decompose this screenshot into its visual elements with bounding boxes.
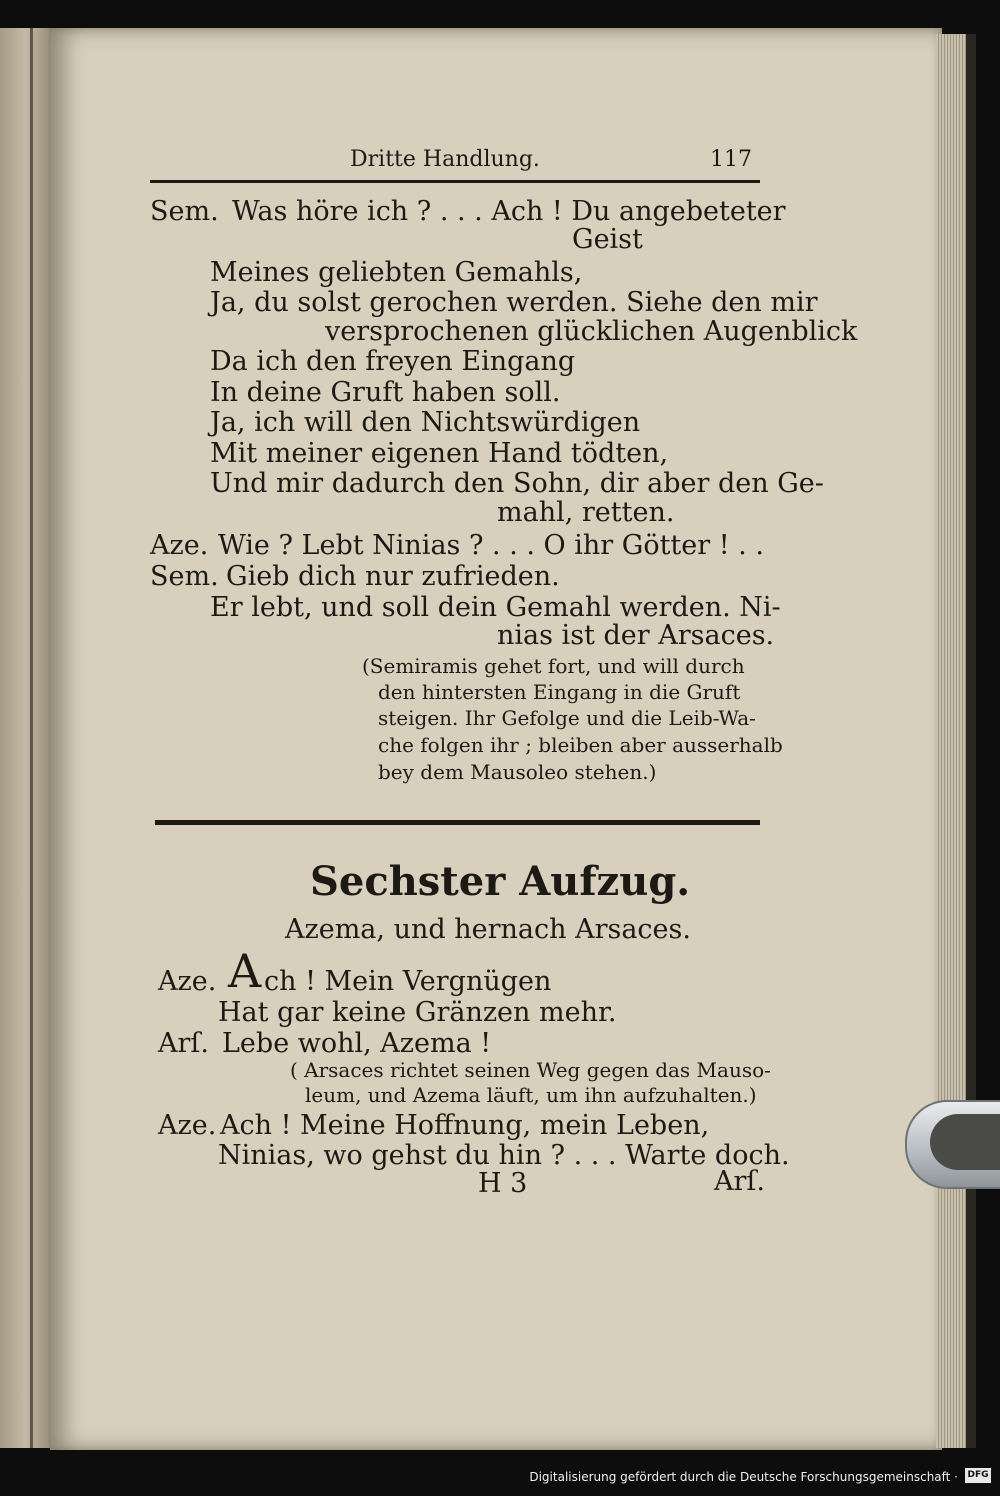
catchword: Arſ. [714,1166,765,1197]
speaker-label: Aze. [150,530,209,561]
verse-line: Gieb dich nur zufrieden. [226,561,560,592]
digitization-credit: Digitalisierung gefördert durch die Deutsche Forschungsgemeinschaft · [529,1470,958,1484]
page-number: 117 [710,147,752,172]
verse-line: Und mir dadurch den Sohn, dir aber den Ge- [210,468,824,499]
speaker-label: Sem. [150,561,219,592]
stage-direction: den hintersten Eingang in die Gruft [378,680,741,704]
verse-line: versprochenen glücklichen Augenblick [325,316,858,347]
verse-line: Da ich den freyen Eingang [210,346,576,377]
stage-direction: che folgen ihr ; bleiben aber ausserhalb [378,733,783,757]
initial-letter: A [228,944,262,998]
running-title: Dritte Handlung. [350,147,540,172]
verse-line: Ja, ich will den Nichtswürdigen [210,407,641,438]
stage-direction: steigen. Ihr Gefolge und die Leib-Wa- [378,706,756,730]
verse-line: Mit meiner eigenen Hand tödten, [210,438,669,469]
signature-mark: H 3 [478,1168,528,1199]
verse-line: mahl, retten. [497,497,675,528]
verse-line: Er lebt, und soll dein Gemahl werden. Ni- [210,592,781,623]
page-edges [936,34,966,1448]
verse-line: In deine Gruft haben soll. [210,377,561,408]
scene-persons: Azema, und hernach Arsaces. [285,914,691,945]
verse-line: Ja, du solst gerochen werden. Siehe den mir [210,287,818,318]
speaker-label: Sem. [150,196,219,227]
page-clip-inner [930,1114,1000,1170]
speaker-label: Aze. [158,966,217,997]
stage-direction: bey dem Mausoleo stehen.) [378,760,657,784]
verse-line: Hat gar keine Gränzen mehr. [218,997,617,1028]
speaker-label: Arſ. [158,1028,209,1059]
gutter [30,28,33,1448]
header-rule [150,180,760,183]
stage-direction: ( Arsaces richtet seinen Weg gegen das Mauso- [290,1058,771,1082]
verse-line: Lebe wohl, Azema ! [222,1028,492,1059]
verse-line: ch ! Mein Vergnügen [264,966,552,997]
dfg-logo: DFG [965,1468,991,1483]
verse-line: Wie ? Lebt Ninias ? . . . O ihr Götter ! . . [218,530,764,561]
verse-line: nias ist der Arsaces. [497,620,775,651]
scene-rule [155,820,760,825]
scene-title: Sechster Aufzug. [310,858,691,905]
verse-line: Was höre ich ? . . . Ach ! Du angebeteter [232,196,786,227]
verse-line: Meines geliebten Gemahls, [210,257,583,288]
verse-line: Ach ! Meine Hoffnung, mein Leben, [220,1110,710,1141]
stage-direction: leum, und Azema läuft, um ihn aufzuhalten.) [305,1083,757,1107]
stage-direction: (Semiramis gehet fort, und will durch [362,654,745,678]
verse-line: Geist [572,224,643,255]
edge-shadow [966,34,976,1448]
speaker-label: Aze. [158,1110,217,1141]
verse-line: Ninias, wo gehst du hin ? . . . Warte doch. [218,1140,790,1171]
